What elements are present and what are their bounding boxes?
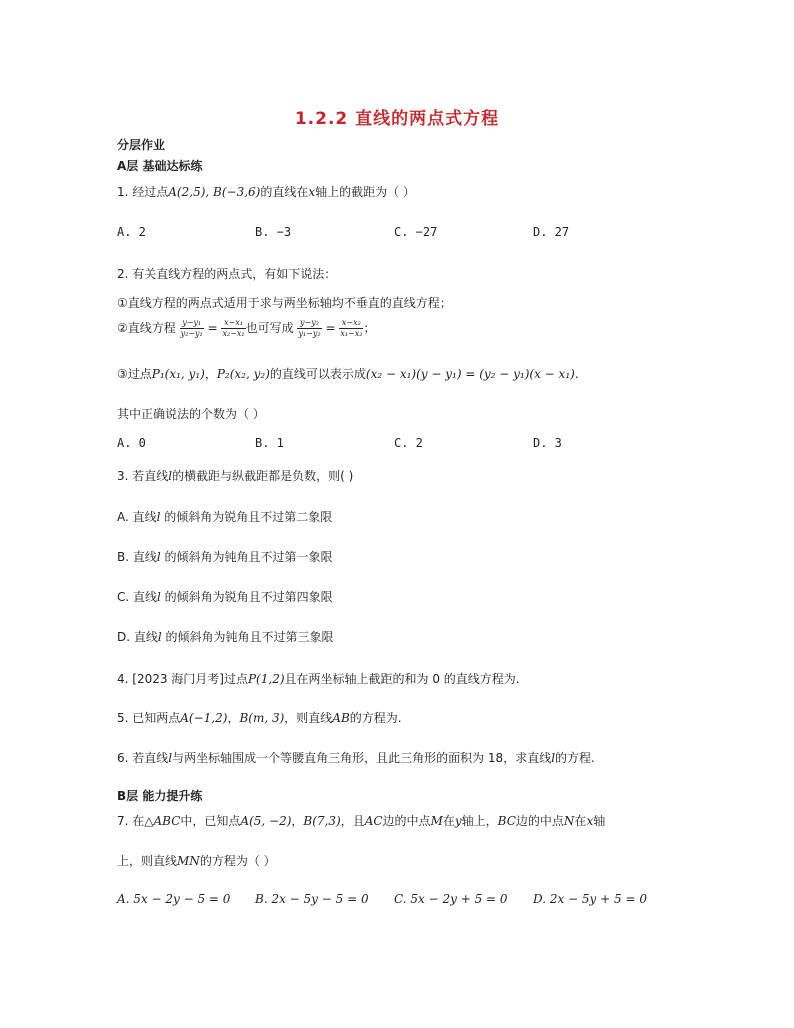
question-2-statement-2: ②直线方程 $\frac{\text{y−y₁}}{\text{y₂−y₁}}$ = $\frac{\text{x−x₁}}{\text{x₂−x₁}}$ 也可写成 $\frac{\text{y−y₂}}{\text{y₁−y₂}}$ = $\frac{\text{x−x₂}}{\text{x₁−x₂}}$ ； — [117, 318, 376, 338]
q2-s3-mid: 的直线可以表示成 — [269, 367, 366, 381]
q3-option-c: C. 直线l 的倾斜角为锐角且不过第四象限 — [117, 590, 333, 604]
level-a-heading: A层 基础达标练 — [117, 159, 203, 173]
question-2-statement-3 — [117, 365, 579, 382]
q2-s2-end: ； — [363, 321, 376, 335]
q7-option-d: D. 2x − 5y + 5 = 0 — [533, 892, 647, 906]
q1-option-c: C. −27 — [394, 225, 438, 239]
q5-prefix: 5. 已知两点 — [117, 711, 181, 725]
q7-option-a: A. 5x − 2y − 5 = 0 — [117, 892, 231, 906]
q6-var: l — [168, 751, 173, 765]
question-4 — [117, 670, 520, 687]
question-6 — [117, 749, 595, 766]
q2-fraction-1: $\frac{\text{y−y₁}}{\text{y₂−y₁}}$ — [180, 318, 203, 338]
q7-option-b: B. 2x − 5y − 5 = 0 — [255, 892, 369, 906]
q2-point-p1: P₁(x₁, y₁) — [151, 367, 205, 381]
q2-fraction-2: $\frac{\text{x−x₁}}{\text{x₂−x₁}}$ — [222, 318, 245, 338]
q6-suffix: 的方程. — [555, 751, 595, 765]
q2-s2-mid: 也可写成 — [245, 321, 294, 335]
q1-option-d: D. 27 — [533, 225, 570, 239]
question-5 — [117, 709, 402, 726]
q6-prefix: 6. 若直线 — [117, 751, 169, 765]
q4-prefix: 4. [2023 海门月考]过点 — [117, 672, 248, 686]
q1-points: A(2,5), B(−3,6) — [168, 185, 261, 199]
q3-prefix: 3. 若直线 — [117, 469, 169, 483]
q5-mid: ，则直线 — [284, 711, 333, 725]
q4-point: P(1,2) — [247, 672, 285, 686]
question-7-line-1: 7. 在△ABC中，已知点A(5, −2)，B(7,3)，且AC边的中点M在y轴上，BC边的中点N在x轴 — [117, 814, 606, 828]
question-1 — [117, 183, 415, 200]
q7-option-c: C. 5x − 2y + 5 = 0 — [394, 892, 508, 906]
q3-option-a: A. 直线l 的倾斜角为锐角且不过第二象限 — [117, 510, 333, 524]
question-7-line-2: 上，则直线MN的方程为（ ） — [117, 854, 276, 868]
q5-point-b: B(m, 3) — [239, 711, 285, 725]
q3-option-b: B. 直线l 的倾斜角为钝角且不过第一象限 — [117, 550, 333, 564]
q2-option-a: A. 0 — [117, 436, 146, 450]
q2-option-c: C. 2 — [394, 436, 423, 450]
section-heading: 分层作业 — [117, 138, 166, 152]
q4-suffix: 且在两坐标轴上截距的和为 0 的直线方程为. — [284, 672, 520, 686]
q2-s3-prefix: ③过点 — [117, 367, 152, 381]
q6-middle: 与两坐标轴围成一个等腰直角三角形，且此三角形的面积为 18，求直线 — [172, 751, 552, 765]
page-title: 1.2.2 直线的两点式方程 — [294, 109, 500, 129]
q1-option-a: A. 2 — [117, 225, 146, 239]
q2-fraction-4: $\frac{\text{x−x₂}}{\text{x₁−x₂}}$ — [340, 318, 363, 338]
question-2-statement-1: ①直线方程的两点式适用于求与两坐标轴均不垂直的直线方程； — [117, 296, 452, 310]
q1-var: x — [308, 185, 316, 199]
q5-point-a: A(−1,2) — [180, 711, 228, 725]
q1-middle: 的直线在 — [260, 185, 309, 199]
question-2-prompt: 其中正确说法的个数为（ ） — [117, 407, 265, 421]
q5-line-ab: AB — [332, 711, 350, 725]
q1-prefix: 1. 经过点 — [117, 185, 169, 199]
q2-option-b: B. 1 — [255, 436, 284, 450]
question-3 — [117, 467, 353, 484]
q5-sep: ， — [227, 711, 240, 725]
q1-suffix: 轴上的截距为（ ） — [315, 185, 415, 199]
q2-s3-sep: ， — [204, 367, 217, 381]
q2-s2-prefix: ②直线方程 — [117, 321, 176, 335]
q6-var-2: l — [551, 751, 556, 765]
level-b-heading: B层 能力提升练 — [117, 789, 203, 803]
q3-option-d: D. 直线l 的倾斜角为钝角且不过第三象限 — [117, 630, 334, 644]
q2-option-d: D. 3 — [533, 436, 562, 450]
q2-equation: (x₂ − x₁)(y − y₁) = (y₂ − y₁)(x − x₁). — [365, 367, 579, 381]
q3-suffix: 的横截距与纵截距都是负数，则( ) — [172, 469, 354, 483]
q2-fraction-3: $\frac{\text{y−y₂}}{\text{y₁−y₂}}$ — [298, 318, 321, 338]
q1-option-b: B. −3 — [255, 225, 292, 239]
q2-point-p2: P₂(x₂, y₂) — [216, 367, 270, 381]
q5-suffix: 的方程为. — [349, 711, 402, 725]
question-2-stem: 2. 有关直线方程的两点式，有如下说法： — [117, 267, 337, 281]
q3-var: l — [168, 469, 173, 483]
